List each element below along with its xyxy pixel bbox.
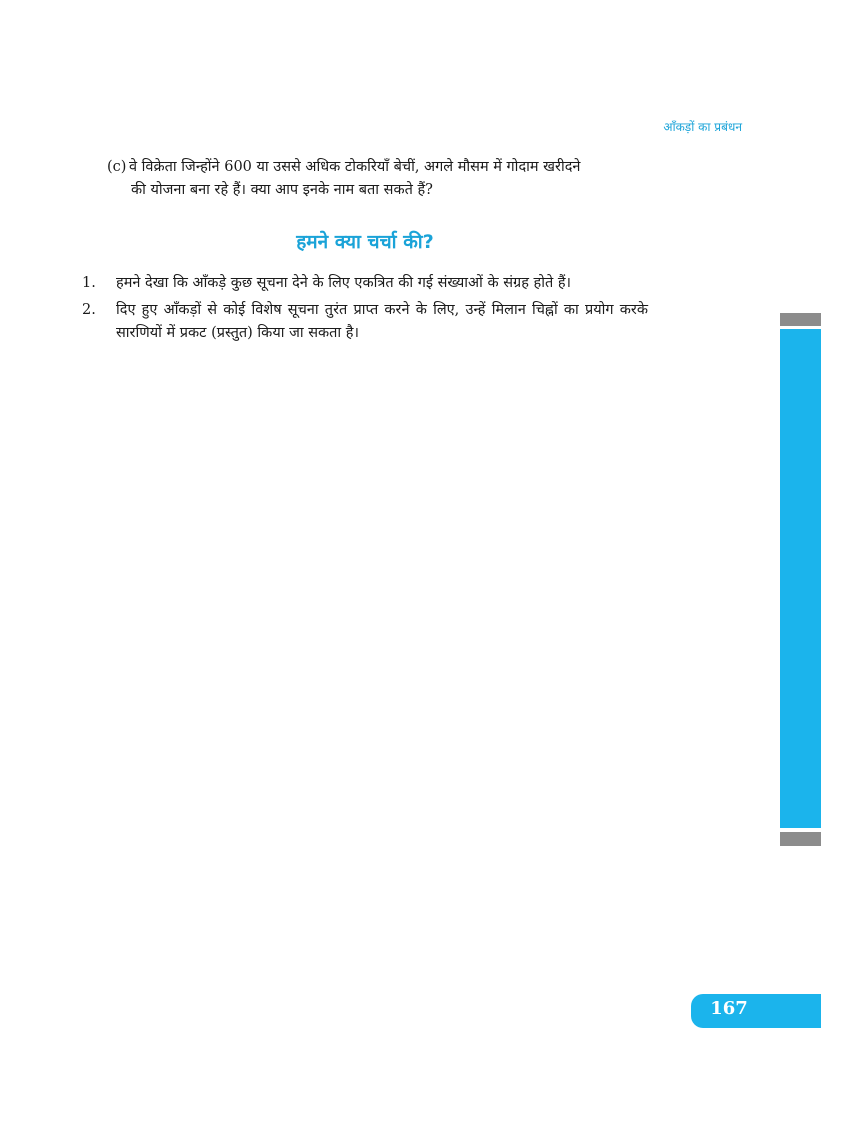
page-number-tab (691, 994, 821, 1028)
side-tab-top-divider (780, 313, 821, 326)
side-chapter-tab (780, 329, 821, 828)
item-text-line-2: की योजना बना रहे हैं। क्या आप इनके नाम बता सकते हैं? (131, 182, 433, 198)
section-title: हमने क्या चर्चा की? (296, 231, 434, 253)
list-item-text: हमने देखा कि आँकड़े कुछ सूचना देने के लिए एकत्रित की गई संख्याओं के संग्रह होते हैं। (116, 275, 572, 291)
item-label: (c) (107, 159, 127, 175)
summary-list (82, 272, 648, 349)
running-header: आँकड़ों का प्रबंधन (663, 120, 742, 134)
item-text-line-1: वे विक्रेता जिन्होंने 600 या उससे अधिक टोकरियाँ बेचीं, अगले मौसम में गोदाम खरीदने (129, 159, 581, 175)
list-item-text: दिए हुए आँकड़ों से कोई विशेष सूचना तुरंत प्राप्त करने के लिए, उन्हें मिलान चिह्नों का प्रयोग करके सारणियों में प्रकट (प्रस्तुत) किया जा सकता है। (116, 302, 648, 341)
side-tab-bottom-divider (780, 832, 821, 846)
page-number: 167 (710, 998, 748, 1019)
list-item (82, 299, 648, 345)
list-item-number: 2. (82, 302, 96, 318)
list-item (82, 272, 648, 295)
list-item-number: 1. (82, 275, 96, 291)
question-item-c (107, 156, 647, 202)
